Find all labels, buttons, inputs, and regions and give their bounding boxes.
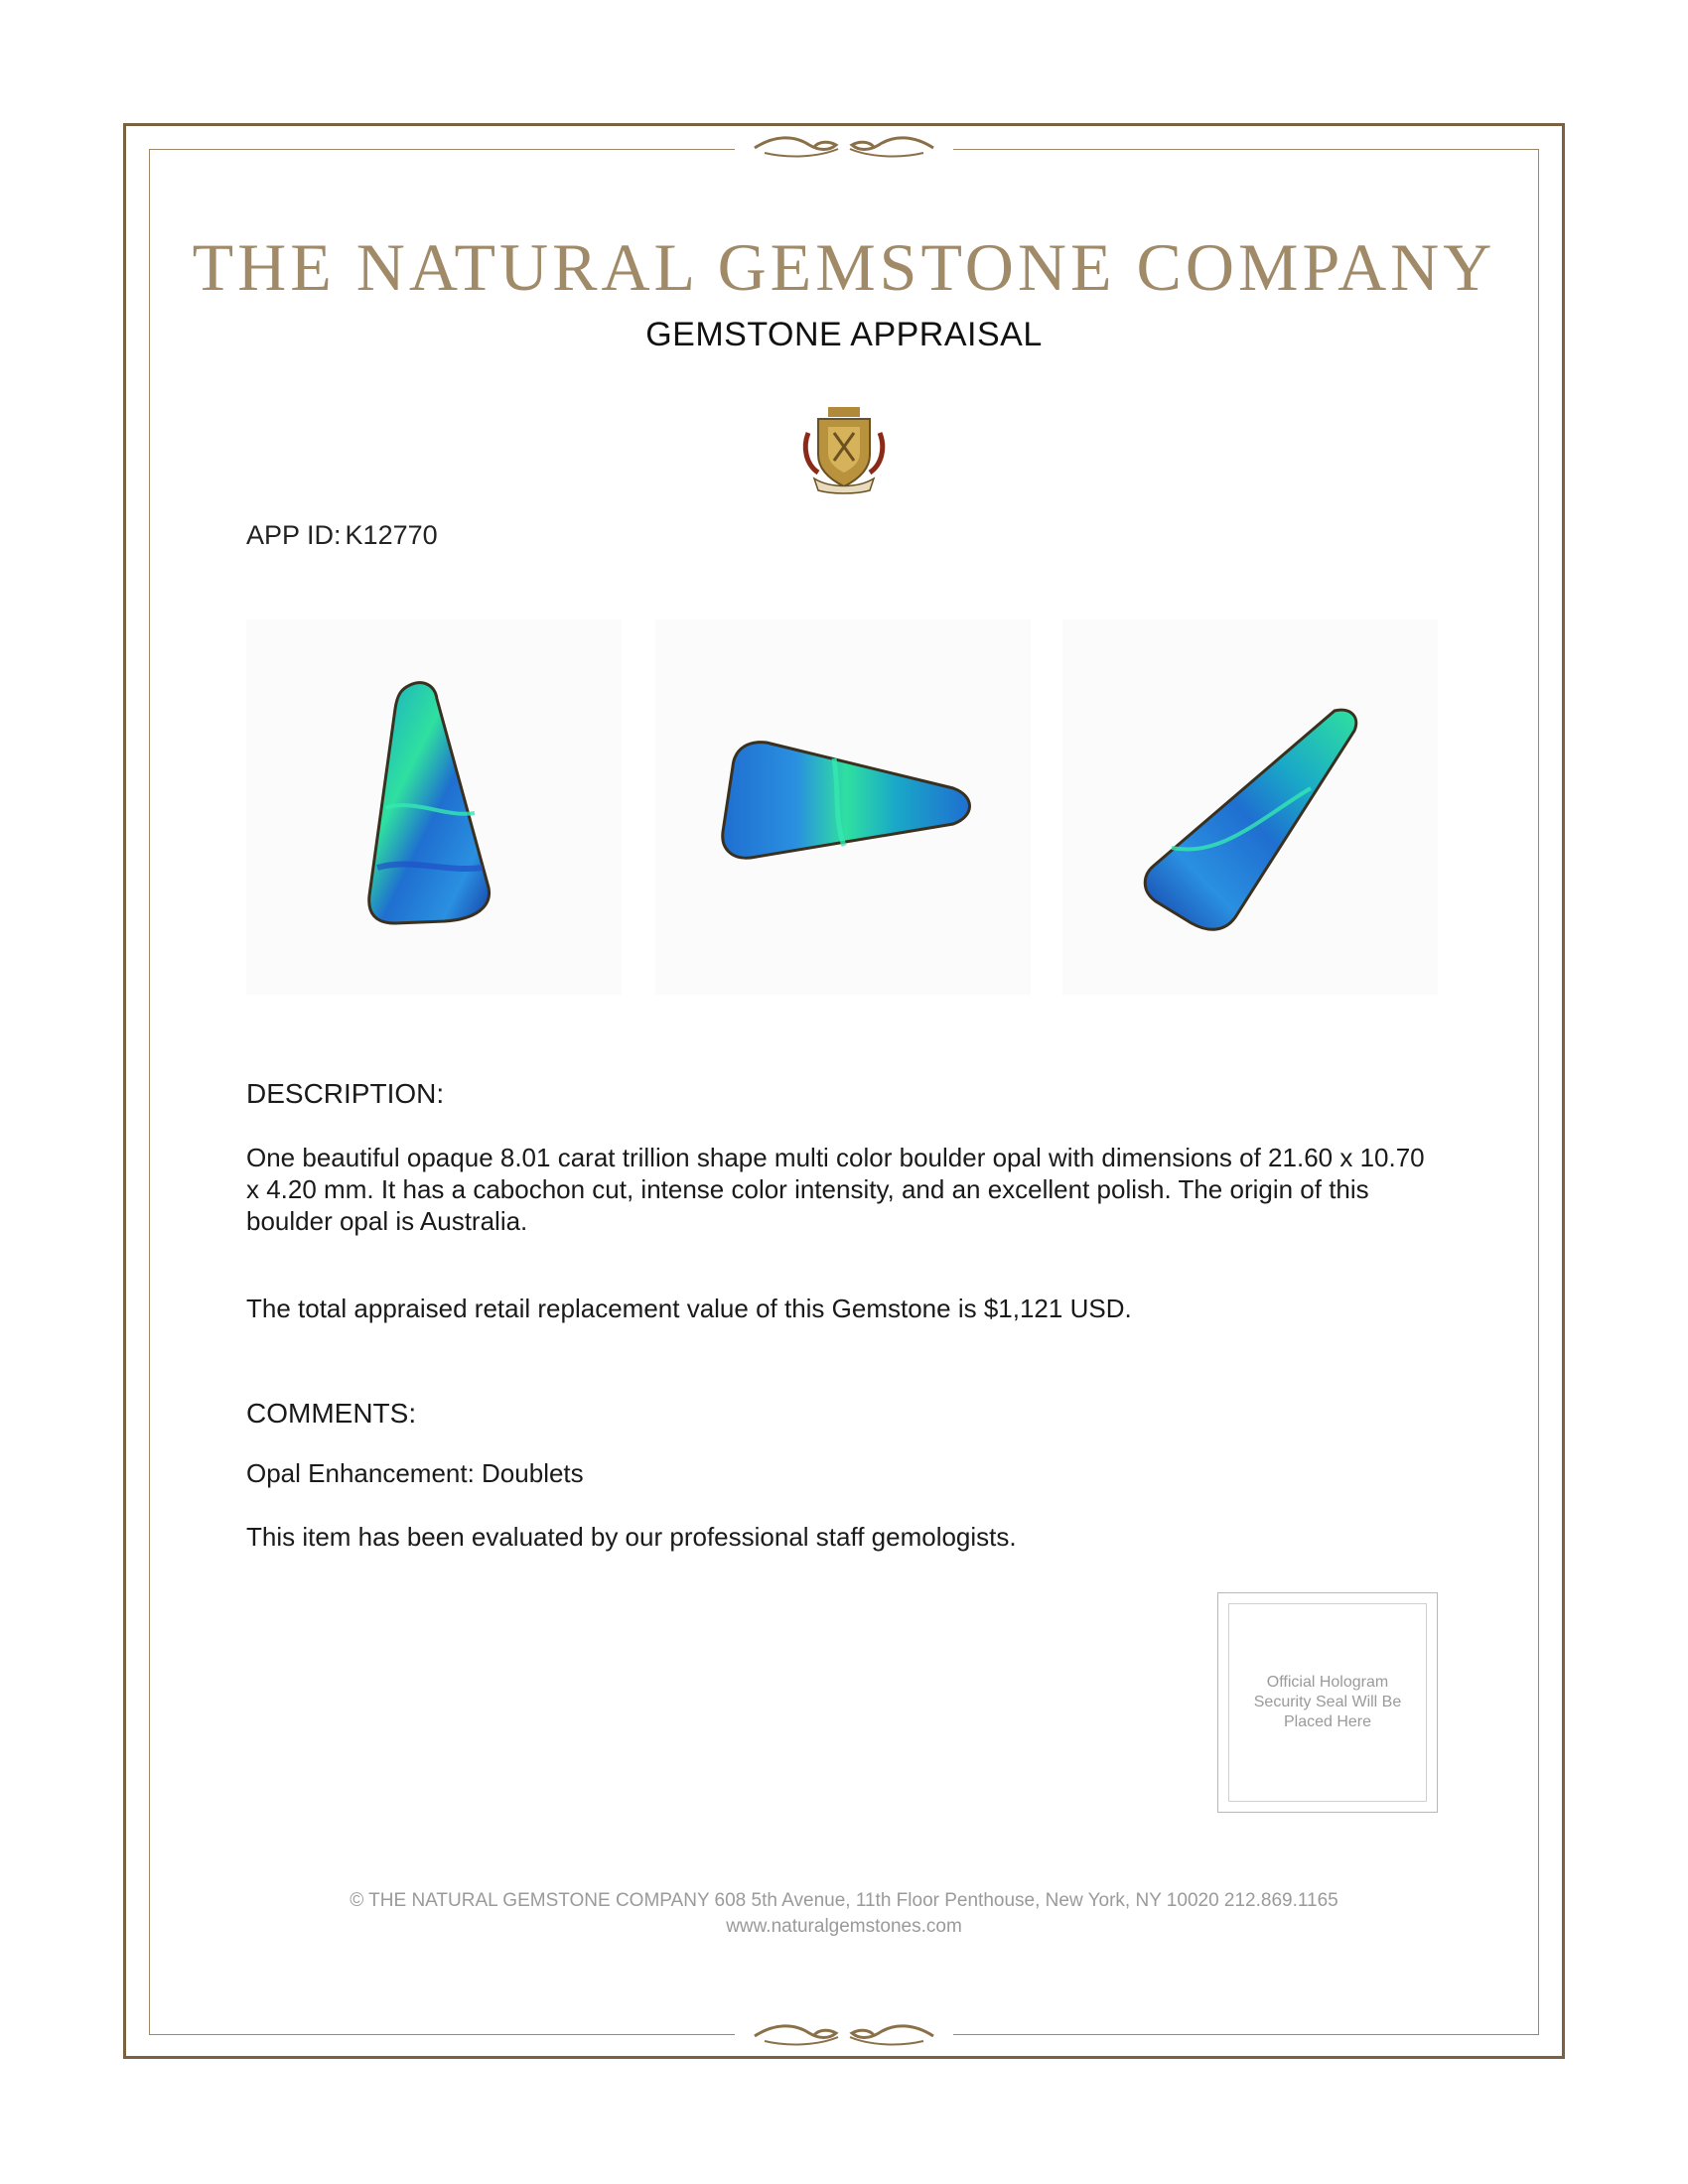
company-crest-logo — [800, 403, 888, 494]
opal-photo-vertical — [246, 619, 622, 995]
description-text: One beautiful opaque 8.01 carat trillion shape multi color boulder opal with dimensions of 21.60 x 10.70 x 4.20 mm. It has a cabochon cut, intense color intensity, and an excellent polish. The origin of this boulder opal is Australia. — [246, 1143, 1425, 1236]
hologram-seal-inner — [1228, 1603, 1427, 1802]
evaluation-text: This item has been evaluated by our professional staff gemologists. — [246, 1522, 1017, 1552]
bottom-flourish-ornament — [735, 2021, 953, 2051]
hologram-seal-box — [1217, 1592, 1438, 1813]
description-heading: DESCRIPTION: — [246, 1078, 445, 1109]
comments-heading: COMMENTS: — [246, 1398, 417, 1429]
app-id — [246, 520, 442, 551]
top-flourish-ornament — [735, 133, 953, 163]
opal-photo-horizontal — [655, 619, 1031, 995]
hologram-seal-text: Official Hologram Security Seal Will Be Placed Here — [1253, 1674, 1402, 1730]
footer-website[interactable]: www.naturalgemstones.com — [726, 1916, 962, 1937]
opal-photo-diagonal — [1062, 619, 1438, 995]
footer-address: © THE NATURAL GEMSTONE COMPANY 608 5th Avenue, 11th Floor Penthouse, New York, NY 10020 212.869.1165 — [350, 1890, 1338, 1911]
company-name: THE NATURAL GEMSTONE COMPANY — [192, 229, 1496, 305]
document-title: GEMSTONE APPRAISAL — [645, 316, 1043, 353]
appraised-value-text: The total appraised retail replacement value of this Gemstone is $1,121 USD. — [246, 1294, 1132, 1323]
app-id-label: APP ID: — [246, 520, 342, 550]
app-id-value: K12770 — [345, 520, 438, 550]
enhancement-text: Opal Enhancement: Doublets — [246, 1458, 584, 1488]
